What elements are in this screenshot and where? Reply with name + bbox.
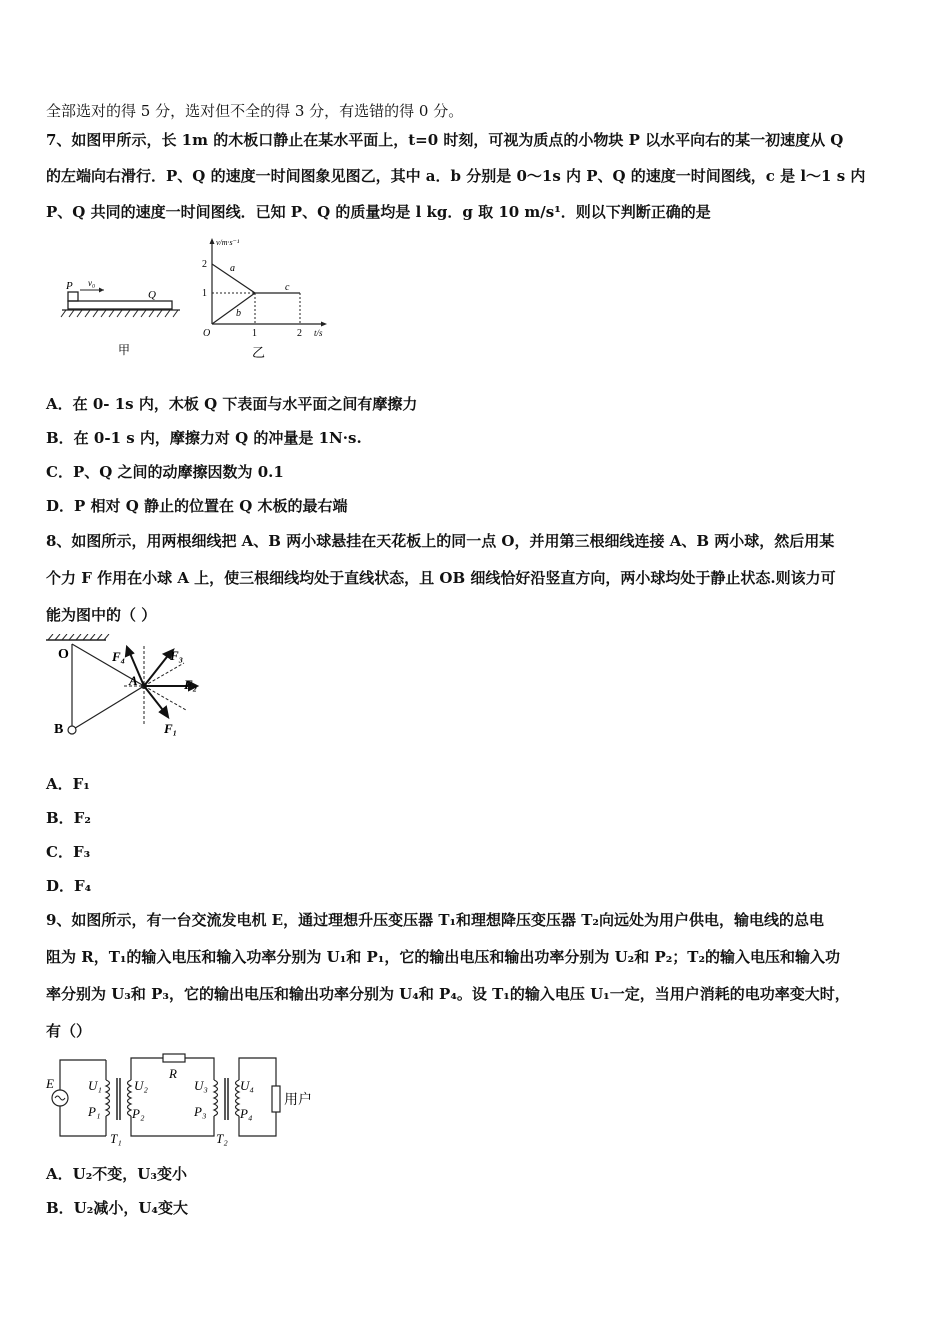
label-user: 用户 [284, 1093, 312, 1108]
t1-secondary-coil [128, 1080, 132, 1116]
label-f4: F₄ [112, 649, 126, 664]
q7-figure-jia [58, 270, 188, 362]
label-b: b [236, 308, 241, 319]
tick-x-2: 2 [297, 328, 302, 339]
q8-stem-line-3: 能为图中的（ ） [46, 606, 157, 624]
force-f4-head [126, 647, 133, 656]
label-b: B [54, 722, 64, 737]
intro-text: 全部选对的得 5 分，选对但不全的得 3 分，有选错的得 0 分。 [46, 102, 464, 120]
label-v0: v₀ [88, 278, 96, 288]
t2-primary-coil [214, 1080, 218, 1116]
ball-b [68, 726, 76, 734]
label-a: A [129, 673, 138, 688]
q7-figure-yi [196, 232, 346, 364]
t1-primary-coil [106, 1080, 110, 1116]
q7-option-a: A．在 0- 1s 内，木板 Q 下表面与水平面之间有摩擦力 [46, 395, 418, 413]
q7-option-d: D．P 相对 Q 静止的位置在 Q 木板的最右端 [46, 497, 348, 515]
block-p [68, 292, 78, 301]
label-t2: T₂ [216, 1131, 228, 1146]
tick-y-2: 2 [202, 259, 207, 270]
caption-yi: 乙 [252, 345, 266, 360]
label-u4: U₄ [240, 1078, 254, 1093]
label-f2: F₂ [184, 677, 198, 692]
label-f1: F₁ [164, 721, 178, 736]
force-f3-arrow [144, 653, 170, 686]
x-axis-label: t/s [314, 328, 323, 338]
label-p1: P₁ [88, 1104, 101, 1119]
q8-figure [44, 634, 214, 744]
q7-option-c: C．P、Q 之间的动摩擦因数为 0.1 [46, 463, 284, 481]
label-e: E [46, 1076, 54, 1091]
q8-option-d: D．F₄ [46, 877, 92, 895]
ground-hatch [61, 310, 178, 317]
extension-ba [144, 663, 184, 686]
label-t1: T₁ [110, 1131, 122, 1146]
label-o: O [58, 647, 69, 662]
label-p: P [66, 280, 73, 292]
t2-secondary-coil [236, 1080, 240, 1116]
line-b [212, 293, 255, 324]
label-q: Q [148, 289, 156, 301]
tick-y-1: 1 [202, 288, 207, 299]
q7-stem-line-1: 7、如图甲所示，长 1m 的木板口静止在某水平面上，t=0 时刻，可视为质点的小物块 P 以水平向右的某一初速度从 Q [46, 131, 844, 149]
label-u2: U₂ [134, 1078, 148, 1093]
origin-label: O [203, 328, 211, 339]
label-a: a [230, 263, 235, 274]
caption-jia: 甲 [118, 343, 131, 357]
q7-stem-line-3: P、Q 共同的速度一时间图线．已知 P、Q 的质量均是 l kg．g 取 10 m/s¹．则以下判断正确的是 [46, 203, 711, 221]
user-load [272, 1086, 280, 1112]
label-p2: P₂ [132, 1106, 145, 1121]
board-q [68, 301, 172, 309]
q8-stem-line-1: 8、如图所示，用两根细线把 A、B 两小球悬挂在天花板上的同一点 O，并用第三根细线连接 A、B 两小球，然后用某 [46, 532, 835, 550]
q9-circuit-figure [44, 1050, 334, 1146]
q9-stem-line-3: 率分别为 U₃和 P₃，它的输出电压和输出功率分别为 U₄和 P₄。设 T₁的输入电压 U₁一定，当用户消耗的电功率变大时， [46, 985, 850, 1003]
label-u1: U₁ [88, 1078, 102, 1093]
label-p4: P₄ [240, 1106, 253, 1121]
q9-stem-line-2: 阻为 R，T₁的输入电压和输入功率分别为 U₁和 P₁，它的输出电压和输出功率分别为 U₂和 P₂；T₂的输入电压和输入功 [46, 948, 841, 966]
ceiling-hatch [48, 634, 109, 640]
tick-x-1: 1 [252, 328, 257, 339]
q9-stem-line-1: 9、如图所示，有一台交流发电机 E，通过理想升压变压器 T₁和理想降压变压器 T₂向远处为用户供电，输电线的总电 [46, 911, 825, 929]
q7-stem-line-2: 的左端向右滑行．P、Q 的速度一时间图象见图乙，其中 a．b 分别是 0～1s 内 P、Q 的速度一时间图线，c 是 l～1 s 内 [46, 167, 866, 185]
q9-option-b: B．U₂减小，U₄变大 [46, 1199, 188, 1217]
q8-option-c: C．F₃ [46, 843, 91, 861]
label-f3: F₃ [170, 648, 184, 663]
label-p3: P₃ [194, 1104, 207, 1119]
label-r: R [169, 1066, 177, 1081]
y-axis-label: v/m·s⁻¹ [216, 238, 240, 247]
string-ab [72, 686, 144, 730]
resistor-r [163, 1054, 185, 1062]
q8-option-b: B．F₂ [46, 809, 91, 827]
q8-option-a: A．F₁ [46, 775, 90, 793]
q8-stem-line-2: 个力 F 作用在小球 A 上，使三根细线均处于直线状态，且 OB 细线恰好沿竖直方向，两小球均处于静止状态.则该力可 [46, 569, 836, 587]
extension-oa [144, 686, 186, 710]
q7-option-b: B．在 0-1 s 内，摩擦力对 Q 的冲量是 1N·s. [46, 429, 362, 447]
label-u3: U₃ [194, 1078, 208, 1093]
q9-option-a: A．U₂不变，U₃变小 [46, 1165, 187, 1183]
q9-stem-line-4: 有（） [46, 1022, 92, 1040]
label-c: c [285, 282, 290, 293]
